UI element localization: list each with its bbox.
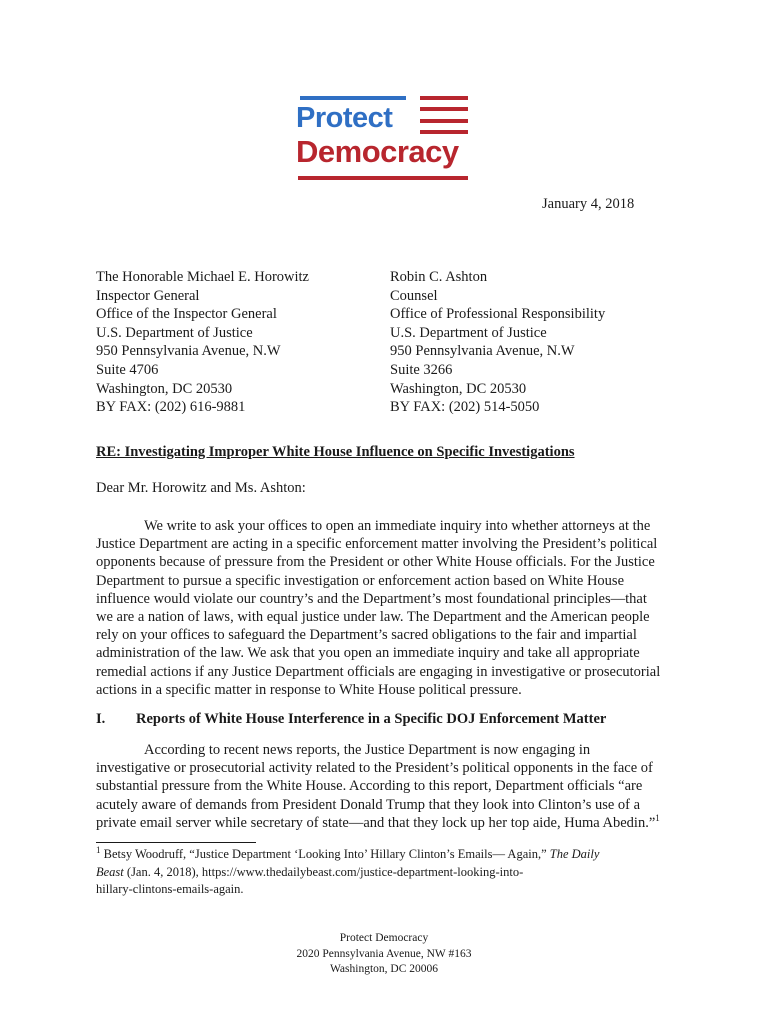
page-footer [234, 931, 534, 978]
footnote-reference: 1 [655, 812, 660, 823]
paragraph-line: actions in a specific matter in response to White House political pressure. [96, 681, 522, 698]
footnote-number: 1 [96, 844, 101, 855]
section-number: I. [96, 711, 106, 727]
paragraph-line: Justice Department are acting in a specific enforcement matter involving the President’s political [96, 536, 658, 553]
address-line: Washington, DC 20530 [96, 380, 233, 397]
address-line: The Honorable Michael E. Horowitz [96, 269, 309, 285]
paragraph-line: remedial actions if any Justice Department officials are engaging in investigative or prosecutorial [96, 663, 661, 680]
address-line: BY FAX: (202) 616-9881 [96, 399, 246, 416]
footnote-publication: Beast [96, 864, 124, 879]
paragraph-line: rely on your offices to safeguard the Department’s sacred obligations to the fair and impartial [96, 627, 637, 644]
logo-blue-bar [300, 96, 406, 100]
footer-line: Washington, DC 20006 [329, 963, 438, 975]
paragraph-line: administration of the law. We ask that you open an immediate inquiry and take all appropriate [96, 645, 640, 662]
paragraph-line: we are a nation of laws, with equal justice under law. The Department and the American people [96, 609, 650, 626]
protect-democracy-logo [296, 92, 472, 184]
paragraph-line: opponents because of pressure from the President or other White House officials. For the Justice [96, 554, 655, 571]
address-line: Inspector General [96, 287, 200, 304]
address-line: U.S. Department of Justice [96, 324, 253, 341]
footnote-link: (Jan. 4, 2018), https://www.thedailybeast.com/justice-department-looking-into- [126, 864, 524, 879]
footer-line: 2020 Pennsylvania Avenue, NW #163 [296, 947, 472, 960]
footnote-publication: The Daily [549, 847, 600, 861]
salutation: Dear Mr. Horowitz and Ms. Ashton: [96, 480, 306, 496]
footnote-line [96, 846, 676, 864]
logo-word-protect: Protect [296, 102, 393, 134]
paragraph-line: Department to pursue a specific investigation or enforcement action based on White House [96, 572, 625, 589]
paragraph-line [96, 814, 676, 832]
paragraph-line-text: private email server while secretary of state—and that they lock up her top aide, Huma Abedin.” [96, 814, 656, 831]
footnote-line [96, 864, 676, 882]
paragraph-line: acutely aware of demands from President Donald Trump that they look into Clinton’s use of a [96, 796, 641, 813]
paragraph-line: investigative or prosecutorial activity related to the President’s political opponents in the face of [96, 760, 653, 777]
footnote-divider [96, 842, 256, 843]
body-paragraph-2 [96, 741, 676, 832]
footnote-text: Betsy Woodruff, “Justice Department ‘Looking Into’ Hillary Clinton’s Emails— Again,” [103, 847, 547, 861]
address-line: BY FAX: (202) 514-5050 [390, 399, 540, 416]
address-line: 950 Pennsylvania Avenue, N.W [96, 343, 281, 360]
address-line: Office of Professional Responsibility [390, 306, 606, 323]
logo-red-bar-3 [420, 119, 468, 123]
address-line: 950 Pennsylvania Avenue, N.W [390, 343, 575, 360]
footnote [96, 846, 676, 899]
recipient-right-address [390, 268, 605, 417]
body-paragraph-1 [96, 517, 676, 699]
address-line: Robin C. Ashton [390, 269, 488, 285]
logo-bottom-red-bar [298, 176, 468, 180]
address-line: Counsel [390, 287, 438, 304]
section-title: Reports of White House Interference in a Specific DOJ Enforcement Matter [136, 711, 607, 727]
address-line: Suite 4706 [96, 361, 159, 378]
recipient-left-address [96, 268, 309, 417]
address-line: Office of the Inspector General [96, 306, 277, 323]
section-heading [96, 711, 606, 728]
logo-word-democracy: Democracy [296, 134, 459, 169]
footer-line: Protect Democracy [339, 932, 429, 944]
paragraph-line: influence would violate our country’s and the Department’s most foundational principles—that [96, 590, 647, 607]
paragraph-line: We write to ask your offices to open an immediate inquiry into whether attorneys at the [144, 518, 651, 534]
paragraph-line: According to recent news reports, the Justice Department is now engaging in [144, 742, 591, 758]
letter-date: January 4, 2018 [542, 196, 635, 212]
subject-line: RE: Investigating Improper White House Influence on Specific Investigations [96, 444, 575, 460]
paragraph-line: substantial pressure from the White House. According to this report, Department officials “are [96, 778, 643, 795]
address-line: Washington, DC 20530 [390, 380, 527, 397]
logo-red-bar-1 [420, 96, 468, 100]
address-line: Suite 3266 [390, 361, 453, 378]
logo-red-bar-2 [420, 107, 468, 111]
address-line: U.S. Department of Justice [390, 324, 547, 341]
footnote-line: hillary-clintons-emails-again. [96, 882, 244, 896]
